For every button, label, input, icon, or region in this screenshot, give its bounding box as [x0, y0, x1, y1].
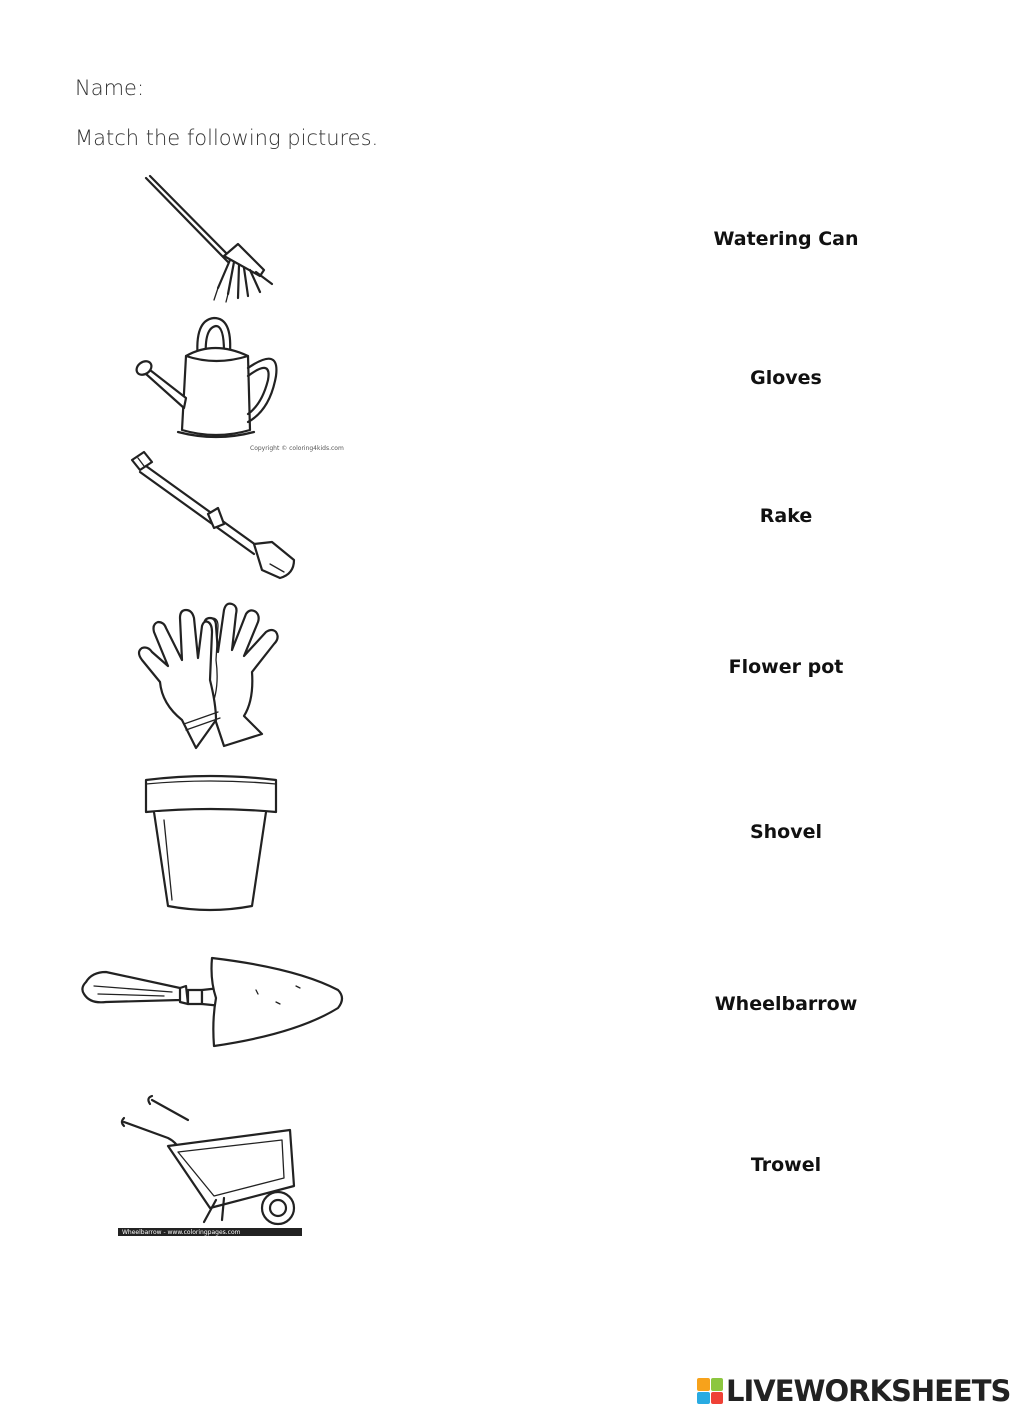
shovel-icon[interactable]	[122, 448, 302, 586]
watering-can-icon[interactable]	[130, 310, 344, 452]
trowel-icon[interactable]	[76, 950, 344, 1052]
brand-name: LIVEWORKSHEETS	[726, 1374, 1010, 1408]
word-watering-can[interactable]: Watering Can	[713, 228, 859, 250]
logo-icon	[697, 1378, 723, 1404]
flower-pot-icon[interactable]	[140, 772, 280, 914]
liveworksheets-logo[interactable]	[697, 1374, 1010, 1408]
word-wheelbarrow[interactable]: Wheelbarrow	[714, 993, 858, 1015]
word-gloves[interactable]: Gloves	[750, 367, 822, 389]
credit-text: Copyright © coloring4kids.com	[250, 445, 344, 452]
instruction-text: Match the following pictures.	[75, 126, 379, 150]
name-label: Name:	[75, 76, 145, 100]
wheelbarrow-icon[interactable]	[118, 1090, 302, 1238]
word-rake[interactable]: Rake	[759, 505, 813, 527]
word-shovel[interactable]: Shovel	[749, 821, 823, 843]
credit-text: Wheelbarrow - www.coloringpages.com	[122, 1229, 241, 1236]
rake-icon[interactable]	[138, 170, 280, 308]
word-flower-pot[interactable]: Flower pot	[728, 656, 844, 678]
gloves-icon[interactable]	[132, 600, 290, 752]
word-trowel[interactable]: Trowel	[750, 1154, 822, 1176]
